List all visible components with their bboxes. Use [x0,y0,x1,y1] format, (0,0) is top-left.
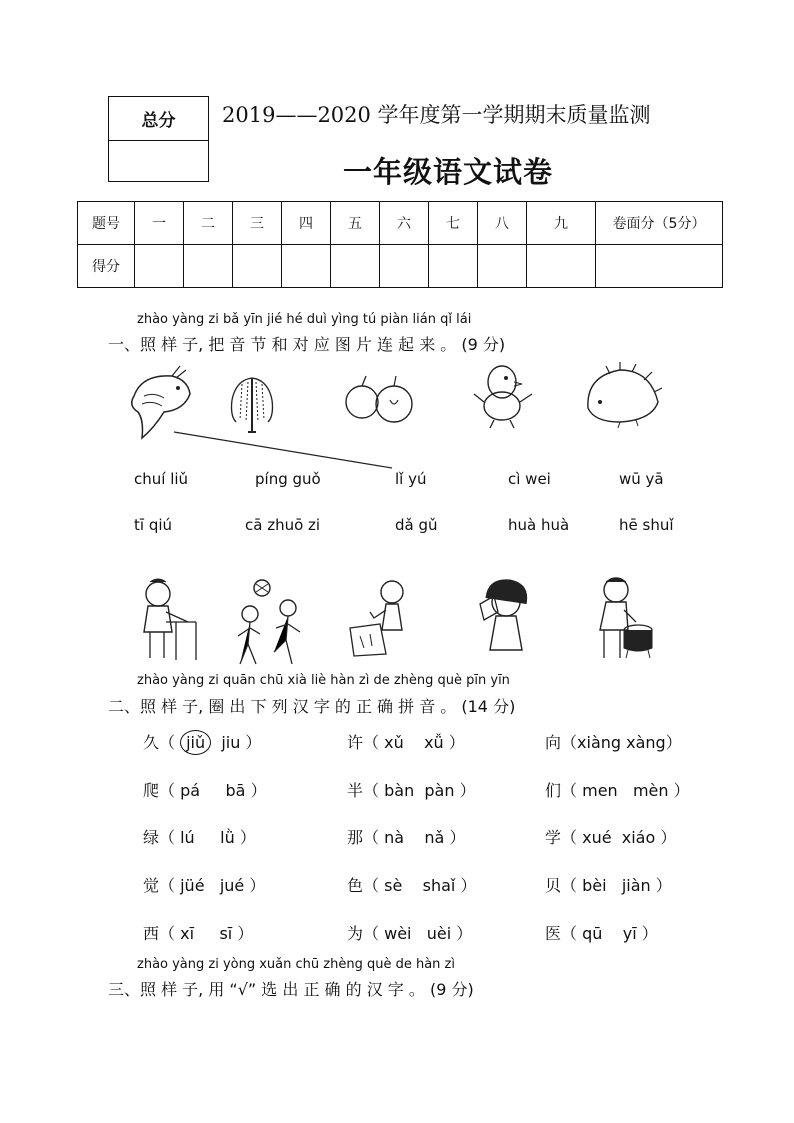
pinyin-choice-item: 久（ jiǔ jiu ） [143,730,261,755]
kid-drawing-icon [346,578,412,658]
table-cell: 三 [233,202,282,245]
kid-drinking-icon [474,578,536,654]
table-cell: 一 [135,202,184,245]
table-cell: 题号 [78,202,135,245]
pinyin-choice-item: 学（ xué xiáo ） [545,828,677,847]
pinyin-option[interactable]: men [582,781,618,800]
pinyin-option[interactable]: lú [180,828,195,847]
pinyin-choice-item: 西（ xī sī ） [143,924,254,943]
section1-pinyin: zhào yàng zi bǎ yīn jié hé duì yìng tú piàn lián qǐ lái [137,312,472,327]
section2-pinyin: zhào yàng zi quān chū xià liè hàn zì de zhèng què pīn yīn [137,673,510,688]
hanzi-char: 觉 [143,876,160,895]
pinyin-option[interactable]: cì wei [508,470,551,488]
pinyin-option[interactable]: jué [219,876,245,895]
pinyin-option[interactable]: xiáo [621,828,656,847]
pinyin-option[interactable]: bèi [582,876,607,895]
pinyin-choice-item: 医（ qū yī ） [545,924,658,943]
pinyin-choice-item: 为（ wèi uèi ） [347,924,473,943]
pinyin-option[interactable]: chuí liǔ [134,470,189,488]
circled-example-answer: jiǔ [180,730,211,755]
pinyin-option[interactable]: xī [180,924,195,943]
pinyin-option[interactable]: nà [384,828,405,847]
pinyin-choice-item: 许（ xǔ xǚ ） [347,733,465,752]
pinyin-option[interactable]: pàn [424,781,455,800]
hanzi-char: 学 [545,828,562,847]
pinyin-option[interactable]: dǎ gǔ [395,516,438,534]
pinyin-option[interactable]: xué [582,828,612,847]
hanzi-char: 向 [545,733,562,752]
hanzi-char: 西 [143,924,160,943]
pinyin-choice-item: 那（ nà nǎ ） [347,828,466,847]
pinyin-option[interactable]: pá [180,781,201,800]
table-cell: 九 [527,202,596,245]
pinyin-option[interactable]: wèi [384,924,412,943]
table-cell: 四 [282,202,331,245]
table-cell: 五 [331,202,380,245]
hanzi-char: 医 [545,924,562,943]
pinyin-choice-item: 贝（ bèi jiàn ） [545,876,672,895]
section3-pinyin: zhào yàng zi yòng xuǎn chū zhèng què de hàn zì [137,957,455,972]
pinyin-option[interactable]: bàn [384,781,415,800]
hanzi-char: 半 [347,781,364,800]
section1-title: 一、照 样 子, 把 音 节 和 对 应 图 片 连 起 来 。 (9 分) [108,335,506,354]
pinyin-option[interactable]: xiàng [577,733,622,752]
exam-title-line1: 2019——2020 学年度第一学期期末质量监测 [222,103,651,127]
pinyin-option[interactable]: wū yā [619,470,664,488]
pinyin-option[interactable]: mèn [632,781,669,800]
pinyin-option[interactable]: cā zhuō zi [245,516,321,534]
kid-beating-drum-icon [592,574,660,660]
hanzi-char: 色 [347,876,364,895]
pinyin-choice-item: 向（xiàng xàng） [545,733,682,752]
pinyin-option[interactable]: jiàn [621,876,651,895]
pinyin-choice-item: 爬（ pá bā ） [143,781,267,800]
pinyin-option[interactable]: tī qiú [134,516,173,534]
pinyin-option[interactable]: sī [219,924,233,943]
table-cell: 卷面分（5分） [596,202,723,245]
pinyin-choice-item: 色（ sè shaǐ ） [347,876,477,895]
pinyin-option[interactable]: huà huà [508,516,570,534]
pinyin-option[interactable]: jüé [180,876,205,895]
pinyin-choice-item: 绿（ lú lǜ ） [143,828,256,847]
pinyin-option[interactable]: lǜ [220,828,235,847]
section2-title: 二、照 样 子, 圈 出 下 列 汉 字 的 正 确 拼 音 。 (14 分) [108,697,516,716]
hanzi-char: 贝 [545,876,562,895]
exam-title-line2: 一年级语文试卷 [343,155,554,189]
pinyin-option[interactable]: shaǐ [422,876,456,895]
pinyin-option[interactable]: yī [622,924,637,943]
pinyin-option[interactable]: hē shuǐ [619,516,674,534]
girl-wiping-table-icon [136,578,202,664]
hanzi-char: 久 [143,733,160,752]
pinyin-choice-item: 半（ bàn pàn ） [347,781,476,800]
table-cell: 七 [429,202,478,245]
hanzi-char: 为 [347,924,364,943]
section3-title: 三、照 样 子, 用 “√” 选 出 正 确 的 汉 字 。 (9 分) [108,980,474,999]
pinyin-option[interactable]: xǔ [384,733,404,752]
pinyin-option[interactable]: jiu [221,733,241,752]
pinyin-option[interactable]: xàng [626,733,666,752]
hanzi-char: 那 [347,828,364,847]
pinyin-choice-item: 们（ men mèn ） [545,781,690,800]
pinyin-option[interactable]: sè [384,876,403,895]
pinyin-choice-item: 觉（ jüé jué ） [143,876,266,895]
pinyin-option[interactable]: uèi [426,924,452,943]
pinyin-option[interactable]: píng guǒ [255,470,321,488]
table-cell: 得分 [78,245,135,288]
pinyin-option[interactable]: bā [225,781,246,800]
total-score-label: 总分 [109,97,208,141]
table-cell: 二 [184,202,233,245]
pinyin-option[interactable]: lǐ yú [395,470,427,488]
hanzi-char: 许 [347,733,364,752]
hanzi-char: 们 [545,781,562,800]
hanzi-char: 爬 [143,781,160,800]
table-cell: 六 [380,202,429,245]
pinyin-option[interactable]: qū [582,924,603,943]
pinyin-option[interactable]: nǎ [424,828,445,847]
table-cell: 八 [478,202,527,245]
pinyin-option[interactable]: xǚ [424,733,444,752]
kids-kicking-ball-icon [234,578,306,668]
hanzi-char: 绿 [143,828,160,847]
